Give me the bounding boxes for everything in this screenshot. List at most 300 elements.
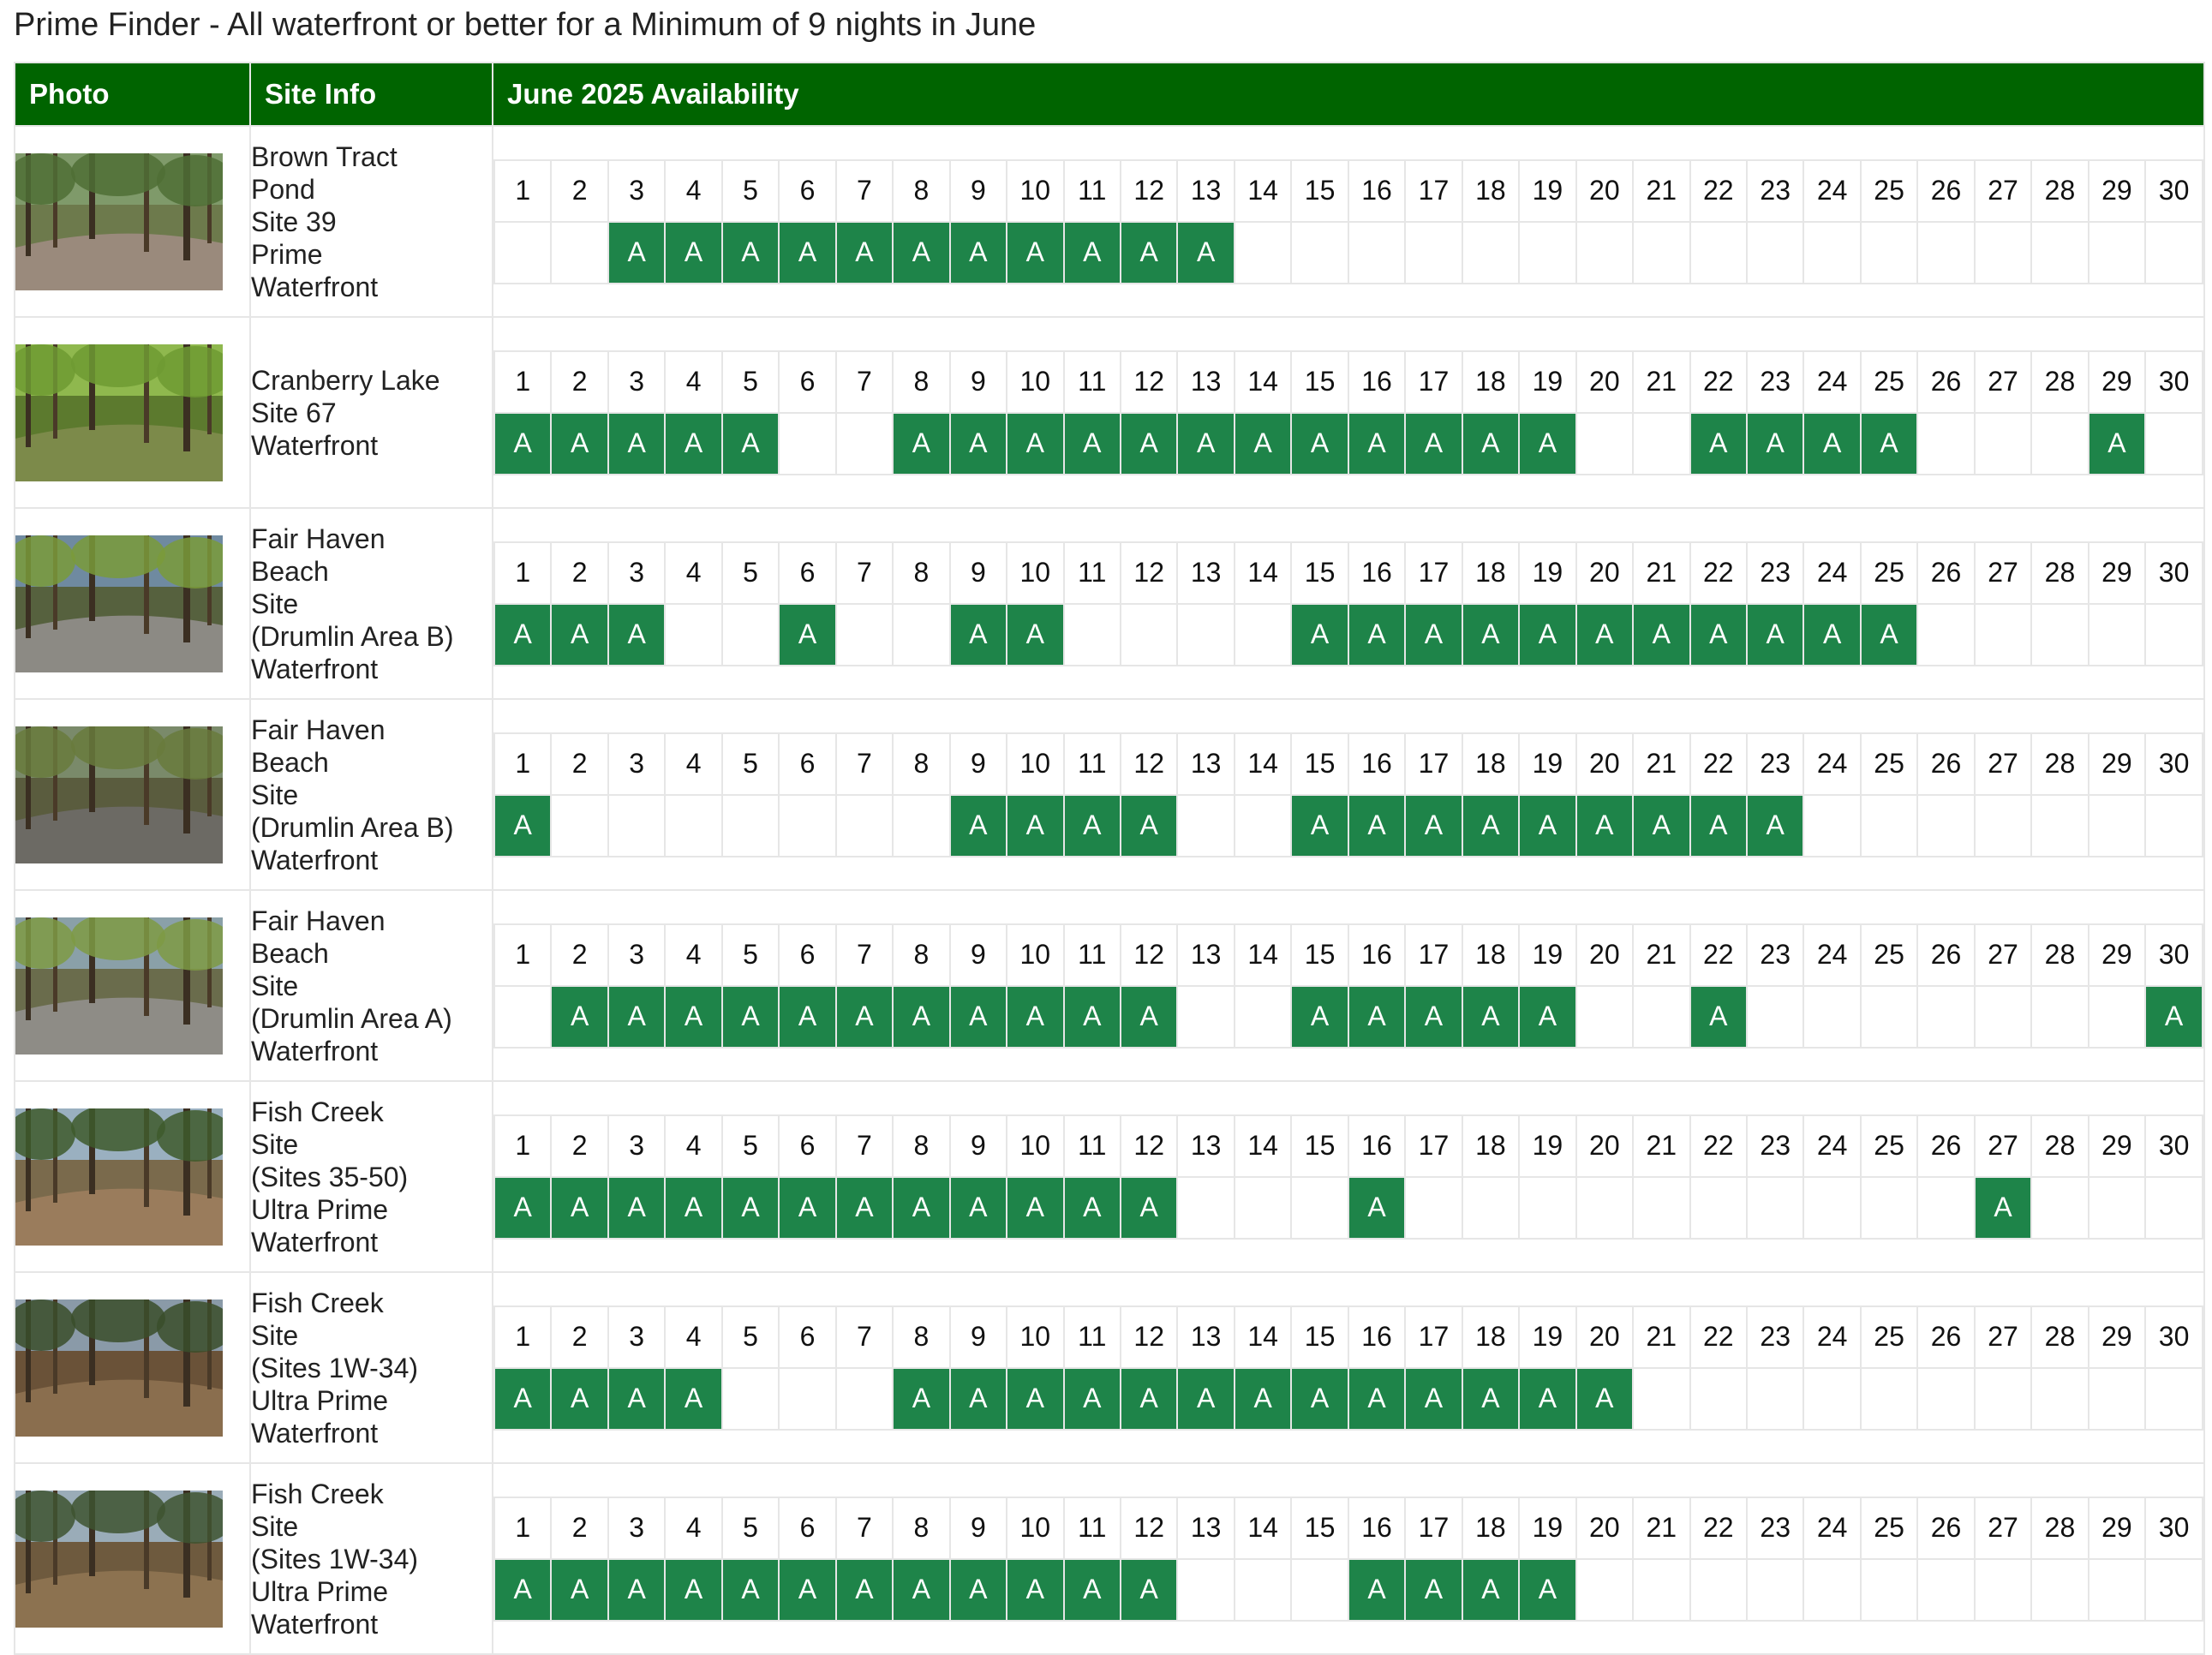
day-available[interactable]: A (1519, 604, 1575, 666)
day-available[interactable]: A (836, 1177, 893, 1239)
day-unavailable (2031, 795, 2088, 857)
day-number: 19 (1519, 160, 1575, 222)
site-info-cell (250, 317, 493, 508)
day-unavailable (1576, 413, 1633, 475)
day-number: 7 (836, 160, 893, 222)
day-available[interactable]: A (779, 986, 835, 1048)
day-available[interactable]: A (722, 1177, 779, 1239)
day-number: 15 (1291, 733, 1348, 795)
day-available[interactable]: A (1235, 413, 1291, 475)
day-available[interactable]: A (551, 1559, 607, 1621)
day-number: 30 (2145, 351, 2203, 413)
day-number: 8 (893, 542, 949, 604)
day-available[interactable]: A (551, 986, 607, 1048)
day-available[interactable]: A (779, 1559, 835, 1621)
day-available[interactable]: A (1405, 795, 1462, 857)
day-number: 16 (1348, 924, 1405, 986)
day-availability-row (494, 222, 2203, 284)
day-unavailable (2089, 222, 2145, 284)
day-availability-row (494, 1368, 2203, 1430)
site-info-cell (250, 1272, 493, 1463)
day-number: 10 (1007, 351, 1063, 413)
day-available[interactable]: A (779, 604, 835, 666)
day-available[interactable]: A (1348, 1177, 1405, 1239)
day-number: 14 (1235, 733, 1291, 795)
day-available[interactable]: A (1064, 1368, 1121, 1430)
day-number: 21 (1633, 351, 1689, 413)
day-available[interactable]: A (1462, 795, 1519, 857)
day-number: 19 (1519, 1306, 1575, 1368)
site-info-line: Cranberry Lake (251, 364, 440, 396)
day-number: 4 (665, 160, 721, 222)
day-availability-row (494, 604, 2203, 666)
day-available[interactable]: A (1747, 795, 1803, 857)
day-available[interactable]: A (1007, 604, 1063, 666)
day-number: 3 (608, 1115, 665, 1177)
site-info-line: Fish Creek (251, 1478, 384, 1509)
day-number: 12 (1121, 733, 1177, 795)
day-available[interactable]: A (1121, 1177, 1177, 1239)
day-available[interactable]: A (722, 1559, 779, 1621)
day-unavailable (2031, 986, 2088, 1048)
day-grid (493, 732, 2203, 857)
day-number: 21 (1633, 542, 1689, 604)
day-available[interactable]: A (1519, 1368, 1575, 1430)
day-unavailable (1690, 222, 1747, 284)
site-info-line: Waterfront (251, 1035, 379, 1066)
day-number: 25 (1861, 542, 1917, 604)
day-available[interactable]: A (1007, 1177, 1063, 1239)
day-available[interactable]: A (1291, 986, 1348, 1048)
day-available[interactable]: A (1121, 222, 1177, 284)
day-number: 17 (1405, 542, 1462, 604)
day-number: 12 (1121, 1115, 1177, 1177)
day-number: 25 (1861, 733, 1917, 795)
day-number: 30 (2145, 1306, 2203, 1368)
day-available[interactable]: A (1121, 795, 1177, 857)
day-number: 27 (1975, 924, 2031, 986)
day-available[interactable]: A (1291, 604, 1348, 666)
day-available[interactable]: A (836, 986, 893, 1048)
day-available[interactable]: A (722, 413, 779, 475)
day-unavailable (1975, 1368, 2031, 1430)
day-unavailable (1975, 222, 2031, 284)
day-available[interactable]: A (1803, 413, 1860, 475)
day-available[interactable]: A (893, 1177, 949, 1239)
day-unavailable (1917, 222, 1974, 284)
day-number: 17 (1405, 351, 1462, 413)
site-info-line: Beach (251, 746, 329, 778)
day-number: 7 (836, 733, 893, 795)
day-number: 3 (608, 542, 665, 604)
day-available[interactable]: A (950, 1177, 1007, 1239)
day-grid (493, 1114, 2203, 1240)
day-unavailable (1975, 413, 2031, 475)
day-available[interactable]: A (836, 222, 893, 284)
day-available[interactable]: A (2145, 986, 2203, 1048)
day-number: 5 (722, 1306, 779, 1368)
day-number: 4 (665, 351, 721, 413)
day-available[interactable]: A (1747, 604, 1803, 666)
day-available[interactable]: A (1235, 1368, 1291, 1430)
day-number: 10 (1007, 1497, 1063, 1559)
day-available[interactable]: A (950, 795, 1007, 857)
day-unavailable (608, 795, 665, 857)
header-photo: Photo (15, 63, 250, 126)
day-available[interactable]: A (1007, 986, 1063, 1048)
day-available[interactable]: A (1690, 795, 1747, 857)
day-available[interactable]: A (1462, 986, 1519, 1048)
day-available[interactable]: A (1576, 1368, 1633, 1430)
day-available[interactable]: A (893, 986, 949, 1048)
day-number: 14 (1235, 1306, 1291, 1368)
day-available[interactable]: A (893, 222, 949, 284)
day-available[interactable]: A (494, 413, 551, 475)
day-number: 27 (1975, 160, 2031, 222)
site-info-cell (250, 699, 493, 890)
day-available[interactable]: A (950, 222, 1007, 284)
day-availability-row (494, 1559, 2203, 1621)
day-number: 13 (1177, 1115, 1234, 1177)
day-available[interactable]: A (1291, 1368, 1348, 1430)
day-number: 6 (779, 542, 835, 604)
day-available[interactable]: A (1519, 1559, 1575, 1621)
day-available[interactable]: A (551, 413, 607, 475)
day-available[interactable]: A (1007, 222, 1063, 284)
day-available[interactable]: A (1348, 1559, 1405, 1621)
day-available[interactable]: A (1121, 1368, 1177, 1430)
day-available[interactable]: A (1121, 1559, 1177, 1621)
day-available[interactable]: A (1519, 986, 1575, 1048)
day-number: 29 (2089, 542, 2145, 604)
day-available[interactable]: A (1177, 413, 1234, 475)
day-available[interactable]: A (551, 1368, 607, 1430)
day-unavailable (2145, 1368, 2203, 1430)
site-photo[interactable] (15, 1491, 223, 1628)
day-number: 20 (1576, 1115, 1633, 1177)
day-unavailable (494, 986, 551, 1048)
day-available[interactable]: A (608, 222, 665, 284)
day-available[interactable]: A (608, 604, 665, 666)
day-available[interactable]: A (1348, 1368, 1405, 1430)
day-available[interactable]: A (608, 986, 665, 1048)
day-available[interactable]: A (1007, 1559, 1063, 1621)
day-unavailable (1177, 986, 1234, 1048)
day-number: 1 (494, 542, 551, 604)
day-unavailable (1803, 222, 1860, 284)
day-number: 26 (1917, 1306, 1974, 1368)
day-number: 25 (1861, 1306, 1917, 1368)
day-unavailable (1405, 222, 1462, 284)
day-number: 7 (836, 1306, 893, 1368)
day-available[interactable]: A (1576, 795, 1633, 857)
day-available[interactable]: A (1064, 222, 1121, 284)
day-available[interactable]: A (608, 1559, 665, 1621)
availability-cell (493, 126, 2204, 317)
day-available[interactable]: A (494, 1177, 551, 1239)
day-unavailable (836, 795, 893, 857)
day-available[interactable]: A (1291, 795, 1348, 857)
day-number: 18 (1462, 1306, 1519, 1368)
day-number: 19 (1519, 542, 1575, 604)
day-number: 6 (779, 160, 835, 222)
site-photo[interactable] (15, 344, 223, 481)
day-available[interactable]: A (1975, 1177, 2031, 1239)
site-photo[interactable] (15, 1300, 223, 1437)
day-available[interactable]: A (2089, 413, 2145, 475)
day-number: 9 (950, 924, 1007, 986)
day-available[interactable]: A (1633, 795, 1689, 857)
day-available[interactable]: A (722, 986, 779, 1048)
day-number: 22 (1690, 160, 1747, 222)
day-number: 2 (551, 160, 607, 222)
day-available[interactable]: A (950, 604, 1007, 666)
day-available[interactable]: A (1405, 1559, 1462, 1621)
day-available[interactable]: A (1405, 604, 1462, 666)
day-available[interactable]: A (779, 222, 835, 284)
site-row (15, 699, 2204, 890)
day-available[interactable]: A (1462, 1368, 1519, 1430)
day-available[interactable]: A (608, 1177, 665, 1239)
day-number: 9 (950, 1306, 1007, 1368)
day-number: 10 (1007, 1115, 1063, 1177)
day-number: 14 (1235, 1115, 1291, 1177)
day-unavailable (2089, 604, 2145, 666)
day-number: 2 (551, 542, 607, 604)
day-unavailable (2089, 1368, 2145, 1430)
day-unavailable (1917, 413, 1974, 475)
day-available[interactable]: A (950, 413, 1007, 475)
day-available[interactable]: A (1064, 413, 1121, 475)
day-available[interactable]: A (1177, 1368, 1234, 1430)
site-info-line: (Drumlin Area B) (251, 620, 454, 652)
day-available[interactable]: A (551, 604, 607, 666)
day-available[interactable]: A (551, 1177, 607, 1239)
day-unavailable (1917, 1368, 1974, 1430)
day-available[interactable]: A (1747, 413, 1803, 475)
day-available[interactable]: A (779, 1177, 835, 1239)
day-number: 19 (1519, 1115, 1575, 1177)
day-available[interactable]: A (608, 413, 665, 475)
day-number: 4 (665, 733, 721, 795)
header-site-info: Site Info (250, 63, 493, 126)
day-number: 17 (1405, 924, 1462, 986)
day-unavailable (1861, 986, 1917, 1048)
day-number: 1 (494, 1115, 551, 1177)
day-available[interactable]: A (665, 413, 721, 475)
day-number: 22 (1690, 1497, 1747, 1559)
day-number: 12 (1121, 1306, 1177, 1368)
day-available[interactable]: A (494, 1559, 551, 1621)
day-available[interactable]: A (1291, 413, 1348, 475)
day-unavailable (2089, 795, 2145, 857)
day-number: 25 (1861, 1497, 1917, 1559)
day-available[interactable]: A (1177, 222, 1234, 284)
day-available[interactable]: A (722, 222, 779, 284)
day-unavailable (1576, 986, 1633, 1048)
site-photo[interactable] (15, 153, 223, 290)
day-number: 24 (1803, 351, 1860, 413)
site-info-line: Beach (251, 937, 329, 969)
day-unavailable (1861, 1559, 1917, 1621)
day-availability-row (494, 795, 2203, 857)
day-number: 26 (1917, 733, 1974, 795)
day-available[interactable]: A (893, 413, 949, 475)
day-number: 18 (1462, 1497, 1519, 1559)
day-number-row (494, 1115, 2203, 1177)
day-number: 26 (1917, 1115, 1974, 1177)
day-number: 14 (1235, 1497, 1291, 1559)
photo-cell (15, 699, 250, 890)
day-available[interactable]: A (893, 1368, 949, 1430)
day-number: 9 (950, 542, 1007, 604)
day-number: 23 (1747, 924, 1803, 986)
day-number: 11 (1064, 351, 1121, 413)
day-unavailable (1917, 1177, 1974, 1239)
day-number: 10 (1007, 733, 1063, 795)
day-available[interactable]: A (1405, 1368, 1462, 1430)
day-number: 18 (1462, 1115, 1519, 1177)
day-available[interactable]: A (1803, 604, 1860, 666)
day-available[interactable]: A (1007, 413, 1063, 475)
day-unavailable (1917, 795, 1974, 857)
day-unavailable (1235, 222, 1291, 284)
day-available[interactable]: A (893, 1559, 949, 1621)
day-number: 25 (1861, 1115, 1917, 1177)
day-number: 23 (1747, 1497, 1803, 1559)
day-available[interactable]: A (1690, 604, 1747, 666)
day-number: 21 (1633, 924, 1689, 986)
day-unavailable (1747, 1177, 1803, 1239)
day-available[interactable]: A (1121, 986, 1177, 1048)
day-available[interactable]: A (1462, 1559, 1519, 1621)
day-number: 29 (2089, 1497, 2145, 1559)
day-number: 10 (1007, 542, 1063, 604)
day-number: 20 (1576, 542, 1633, 604)
site-photo[interactable] (15, 1108, 223, 1246)
day-available[interactable]: A (950, 1559, 1007, 1621)
site-info-line: Ultra Prime (251, 1384, 389, 1416)
day-available[interactable]: A (1462, 413, 1519, 475)
day-number: 17 (1405, 1115, 1462, 1177)
day-available[interactable]: A (494, 795, 551, 857)
day-number: 25 (1861, 351, 1917, 413)
day-number: 4 (665, 1497, 721, 1559)
day-unavailable (2031, 1368, 2088, 1430)
site-photo[interactable] (15, 917, 223, 1055)
day-available[interactable]: A (1690, 986, 1747, 1048)
day-available[interactable]: A (1576, 604, 1633, 666)
day-available[interactable]: A (950, 1368, 1007, 1430)
day-available[interactable]: A (1405, 986, 1462, 1048)
day-available[interactable]: A (665, 986, 721, 1048)
site-row (15, 126, 2204, 317)
day-number: 25 (1861, 160, 1917, 222)
day-available[interactable]: A (665, 1559, 721, 1621)
day-unavailable (1975, 1559, 2031, 1621)
day-available[interactable]: A (1007, 1368, 1063, 1430)
day-available[interactable]: A (1007, 795, 1063, 857)
day-number: 14 (1235, 160, 1291, 222)
day-available[interactable]: A (1348, 413, 1405, 475)
day-number: 18 (1462, 733, 1519, 795)
site-info-line: Waterfront (251, 1226, 379, 1258)
day-available[interactable]: A (1633, 604, 1689, 666)
photo-cell (15, 1272, 250, 1463)
day-available[interactable]: A (1861, 413, 1917, 475)
day-number: 5 (722, 542, 779, 604)
day-number: 24 (1803, 1497, 1860, 1559)
day-available[interactable]: A (665, 222, 721, 284)
day-number: 3 (608, 160, 665, 222)
day-available[interactable]: A (1519, 413, 1575, 475)
day-unavailable (836, 413, 893, 475)
day-number: 24 (1803, 733, 1860, 795)
day-number: 12 (1121, 924, 1177, 986)
day-available[interactable]: A (1348, 986, 1405, 1048)
day-available[interactable]: A (665, 1177, 721, 1239)
day-grid (493, 923, 2203, 1049)
day-available[interactable]: A (1064, 1177, 1121, 1239)
day-number: 10 (1007, 160, 1063, 222)
day-unavailable (2145, 604, 2203, 666)
day-unavailable (836, 604, 893, 666)
day-unavailable (551, 222, 607, 284)
day-number: 2 (551, 1306, 607, 1368)
day-unavailable (1975, 795, 2031, 857)
day-number: 28 (2031, 542, 2088, 604)
table-header-row (15, 63, 2204, 126)
day-number: 27 (1975, 1306, 2031, 1368)
day-number: 17 (1405, 160, 1462, 222)
day-number: 9 (950, 1115, 1007, 1177)
day-number: 6 (779, 351, 835, 413)
day-number: 8 (893, 924, 949, 986)
day-available[interactable]: A (1519, 795, 1575, 857)
day-available[interactable]: A (1348, 795, 1405, 857)
day-number: 28 (2031, 733, 2088, 795)
day-number: 24 (1803, 542, 1860, 604)
day-number: 17 (1405, 733, 1462, 795)
day-available[interactable]: A (608, 1368, 665, 1430)
day-number: 5 (722, 160, 779, 222)
site-photo[interactable] (15, 535, 223, 672)
site-info-line: Site (251, 588, 299, 619)
day-available[interactable]: A (1861, 604, 1917, 666)
day-number: 29 (2089, 733, 2145, 795)
day-unavailable (2031, 222, 2088, 284)
site-photo[interactable] (15, 726, 223, 863)
day-available[interactable]: A (494, 1368, 551, 1430)
day-available[interactable]: A (1462, 604, 1519, 666)
day-available[interactable]: A (665, 1368, 721, 1430)
day-available[interactable]: A (1064, 795, 1121, 857)
day-available[interactable]: A (1348, 604, 1405, 666)
day-available[interactable]: A (1064, 986, 1121, 1048)
day-grid (493, 1497, 2203, 1622)
day-available[interactable]: A (950, 986, 1007, 1048)
day-available[interactable]: A (836, 1559, 893, 1621)
site-info-cell (250, 508, 493, 699)
day-available[interactable]: A (1690, 413, 1747, 475)
day-available[interactable]: A (494, 604, 551, 666)
day-available[interactable]: A (1064, 1559, 1121, 1621)
day-available[interactable]: A (1121, 413, 1177, 475)
day-available[interactable]: A (1405, 413, 1462, 475)
day-unavailable (1633, 1559, 1689, 1621)
day-number: 26 (1917, 160, 1974, 222)
day-number: 20 (1576, 160, 1633, 222)
